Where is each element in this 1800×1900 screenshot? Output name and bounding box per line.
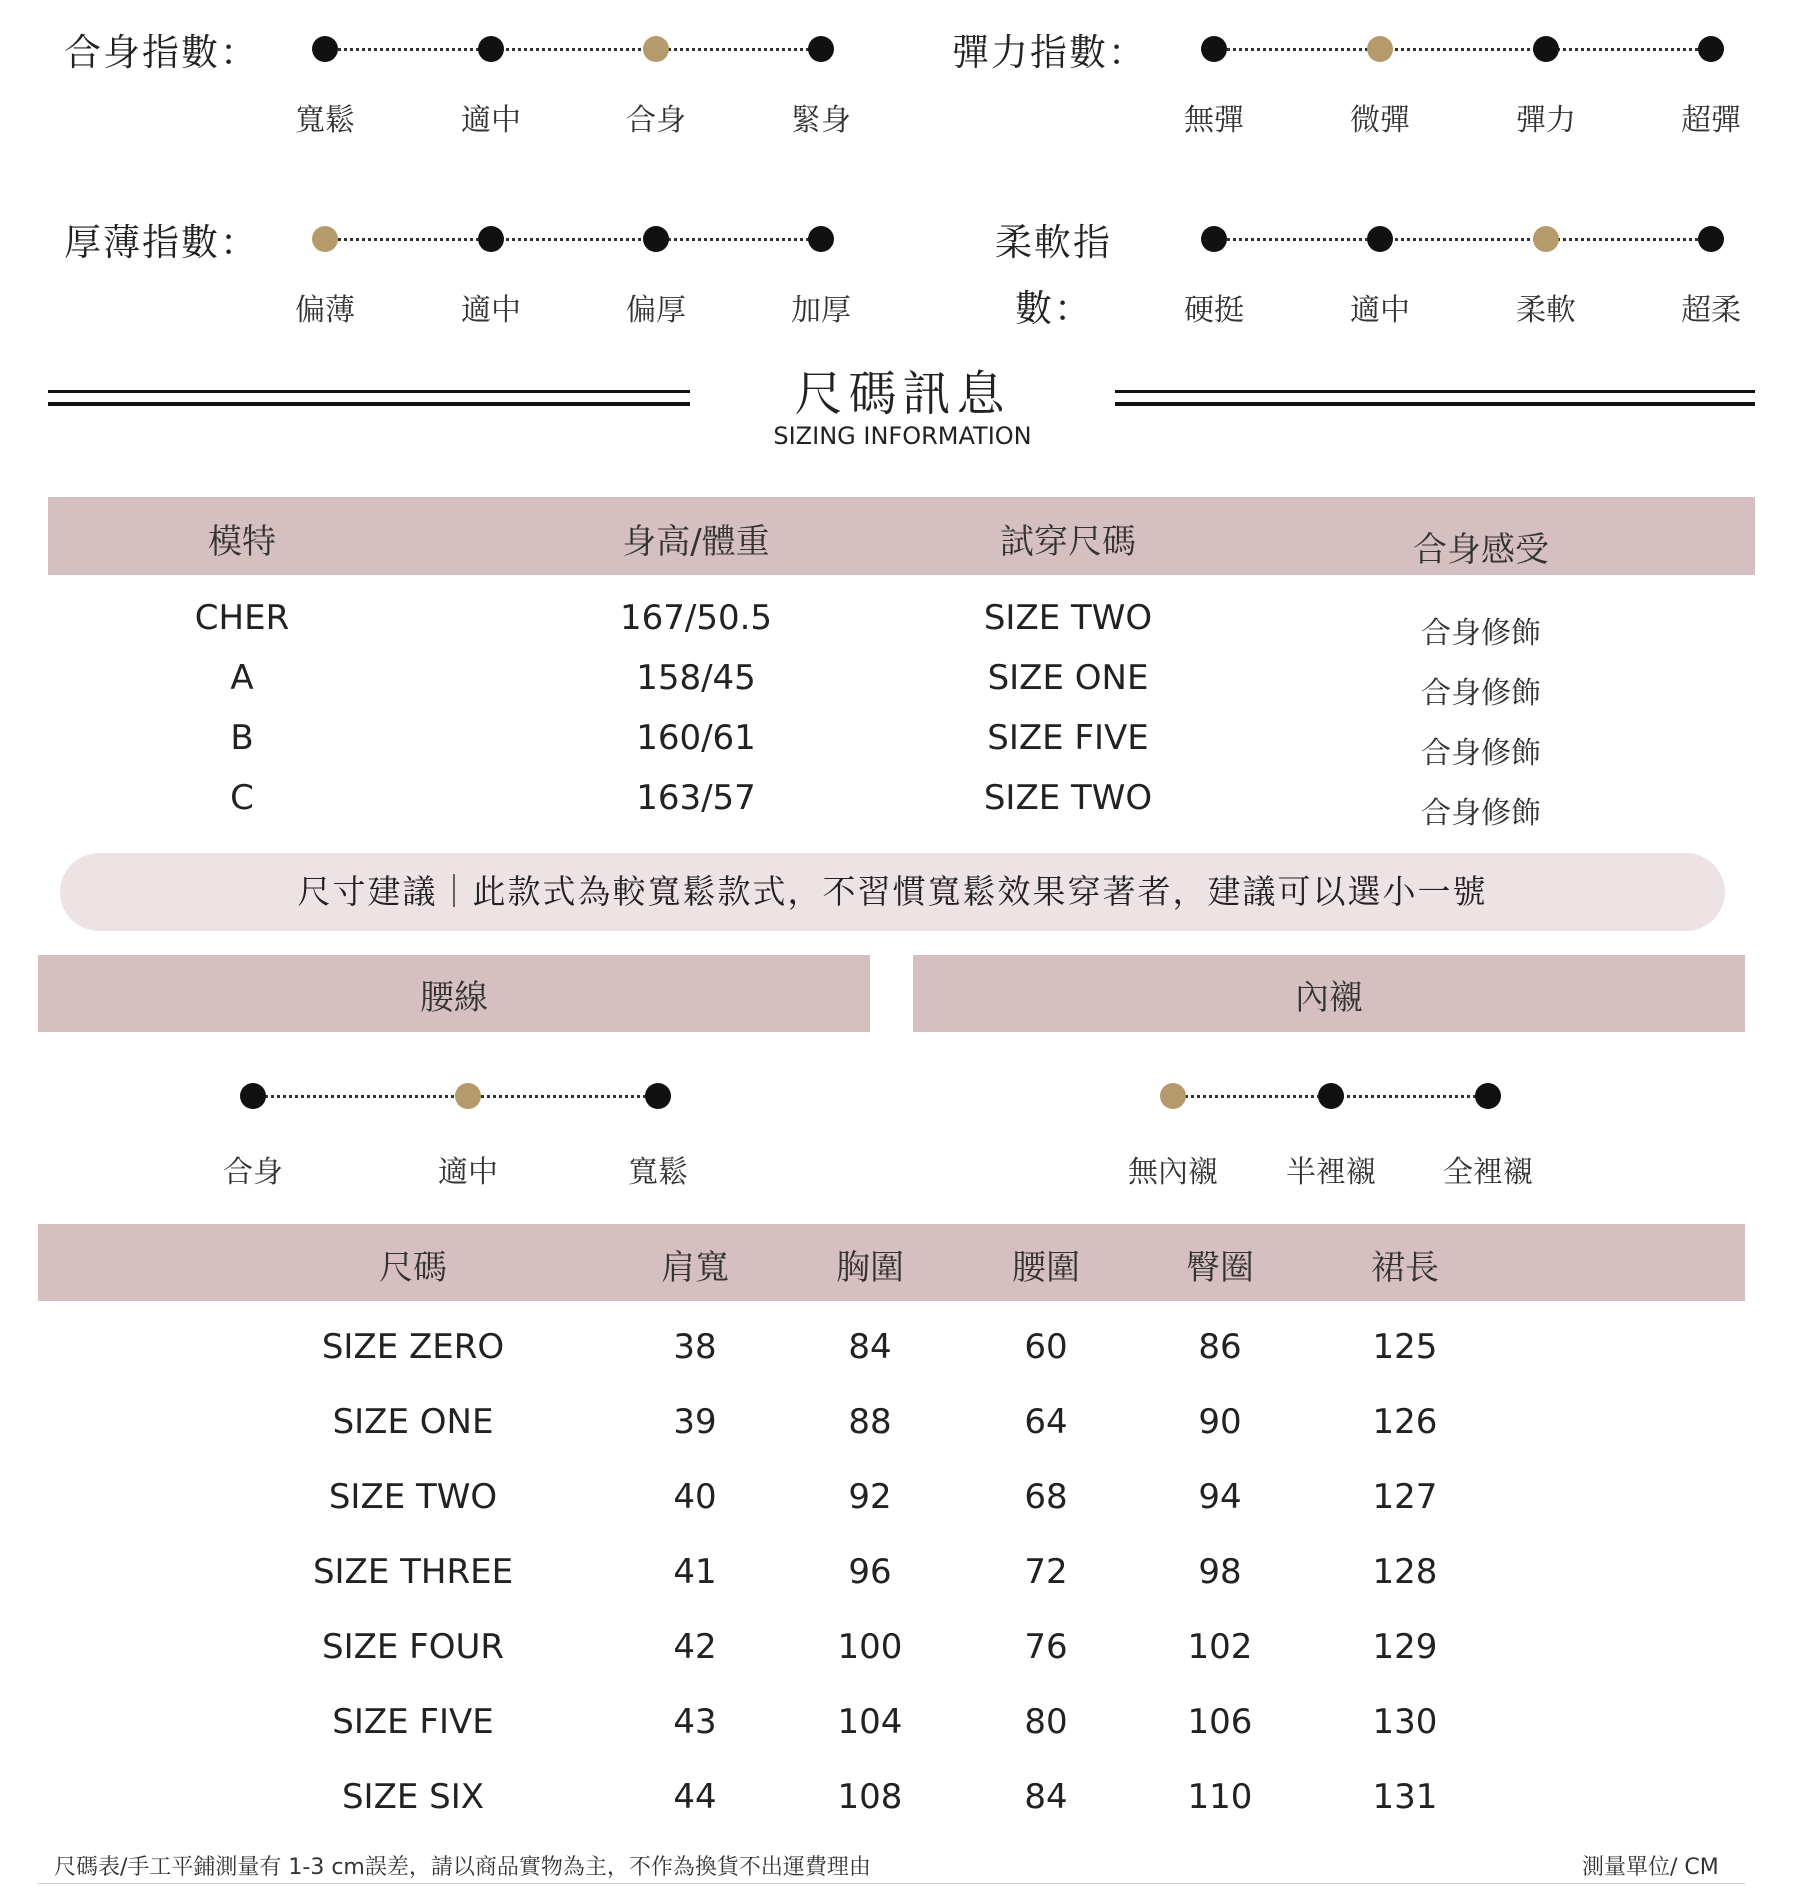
fit-scale-dot: [478, 36, 504, 62]
model-header-3: 合身感受: [1413, 530, 1549, 570]
size-cell-r0-c2: 84: [848, 1327, 892, 1367]
softness-scale-line: [1214, 238, 1711, 241]
size-cell-r4-c4: 102: [1187, 1627, 1253, 1667]
thickness-index-label: 厚薄指數：: [64, 221, 259, 264]
size-cell-r4-c0: SIZE FOUR: [321, 1627, 505, 1667]
size-cell-r2-c2: 92: [848, 1477, 892, 1517]
softness-option-3: 超柔: [1681, 293, 1741, 328]
thickness-option-1: 適中: [461, 293, 521, 328]
fit-scale-line: [325, 48, 821, 51]
size-cell-r0-c3: 60: [1024, 1327, 1068, 1367]
softness-option-2: 柔軟: [1516, 293, 1576, 328]
size-cell-r0-c0: SIZE ZERO: [321, 1327, 505, 1367]
title-rule-right-bottom: [1115, 402, 1755, 406]
size-header-5: 裙長: [1371, 1248, 1439, 1288]
elastic-scale-line: [1214, 48, 1711, 51]
fit-option-3: 緊身: [791, 103, 851, 138]
size-cell-r4-c2: 100: [837, 1627, 903, 1667]
lining-option-0: 無內襯: [1128, 1155, 1218, 1190]
size-cell-r4-c5: 129: [1372, 1627, 1438, 1667]
model-cell-r0-c2: SIZE TWO: [983, 598, 1153, 638]
elastic-option-3: 超彈: [1681, 103, 1741, 138]
fit-option-2: 合身: [626, 103, 686, 138]
fit-option-0: 寬鬆: [295, 103, 355, 138]
size-cell-r3-c3: 72: [1024, 1552, 1068, 1592]
lining-scale-dot: [1475, 1083, 1501, 1109]
model-cell-r3-c2: SIZE TWO: [983, 778, 1153, 818]
waist-scale-dot: [240, 1083, 266, 1109]
thickness-scale-dot: [478, 226, 504, 252]
model-header-0: 模特: [208, 522, 276, 562]
waist-scale-dot-selected: [455, 1083, 481, 1109]
elastic-scale-dot: [1201, 36, 1227, 62]
size-cell-r3-c4: 98: [1198, 1552, 1242, 1592]
thickness-scale-line: [325, 238, 821, 241]
waist-option-1: 適中: [438, 1155, 498, 1190]
size-cell-r6-c2: 108: [837, 1777, 903, 1817]
elastic-option-0: 無彈: [1184, 103, 1244, 138]
size-cell-r1-c1: 39: [673, 1402, 717, 1442]
softness-scale-dot: [1367, 226, 1393, 252]
model-cell-r1-c2: SIZE ONE: [987, 658, 1149, 698]
size-cell-r5-c4: 106: [1187, 1702, 1253, 1742]
softness-option-0: 硬挺: [1184, 293, 1244, 328]
softness-scale-dot: [1698, 226, 1724, 252]
model-cell-r0-c1: 167/50.5: [619, 598, 773, 638]
size-header-1: 肩寬: [661, 1248, 729, 1288]
size-cell-r1-c5: 126: [1372, 1402, 1438, 1442]
size-cell-r3-c2: 96: [848, 1552, 892, 1592]
softness-scale-dot-selected: [1533, 226, 1559, 252]
model-cell-r3-c1: 163/57: [636, 778, 756, 818]
waist-title: 腰線: [420, 978, 488, 1018]
size-cell-r3-c1: 41: [673, 1552, 717, 1592]
model-cell-r3-c3: 合身修飾: [1421, 796, 1541, 831]
section-title: 尺碼訊息: [794, 366, 1011, 422]
title-rule-right-top: [1115, 390, 1755, 393]
size-cell-r2-c4: 94: [1198, 1477, 1242, 1517]
elastic-index-label: 彈力指數：: [952, 31, 1147, 74]
size-header-4: 臀圈: [1186, 1248, 1254, 1288]
model-cell-r0-c0: CHER: [194, 598, 290, 638]
lining-option-1: 半裡襯: [1286, 1155, 1376, 1190]
model-cell-r1-c3: 合身修飾: [1421, 676, 1541, 711]
model-cell-r3-c0: C: [230, 778, 254, 818]
fit-index-label: 合身指數：: [64, 31, 259, 74]
measurement-unit: 測量單位/ CM: [1582, 1855, 1719, 1880]
fit-scale-dot-selected: [643, 36, 669, 62]
thickness-scale-dot: [808, 226, 834, 252]
measurement-note: 尺碼表/手工平鋪測量有 1-3 cm誤差，請以商品實物為主，不作為換貨不出運費理由: [54, 1855, 871, 1880]
softness-scale-dot: [1201, 226, 1227, 252]
model-header-1: 身高/體重: [622, 522, 770, 562]
model-header-2: 試穿尺碼: [1000, 522, 1136, 562]
thickness-scale-dot-selected: [312, 226, 338, 252]
size-cell-r4-c3: 76: [1024, 1627, 1068, 1667]
section-subtitle: SIZING INFORMATION: [773, 422, 1032, 450]
size-cell-r5-c0: SIZE FIVE: [332, 1702, 494, 1742]
model-cell-r2-c2: SIZE FIVE: [987, 718, 1149, 758]
thickness-option-0: 偏薄: [295, 293, 355, 328]
size-cell-r5-c2: 104: [837, 1702, 903, 1742]
size-cell-r6-c5: 131: [1372, 1777, 1438, 1817]
size-cell-r1-c3: 64: [1024, 1402, 1068, 1442]
size-cell-r4-c1: 42: [673, 1627, 717, 1667]
size-cell-r5-c3: 80: [1024, 1702, 1068, 1742]
softness-option-1: 適中: [1350, 293, 1410, 328]
thickness-scale-dot: [643, 226, 669, 252]
lining-option-2: 全裡襯: [1443, 1155, 1533, 1190]
elastic-scale-dot-selected: [1367, 36, 1393, 62]
size-cell-r3-c0: SIZE THREE: [312, 1552, 514, 1592]
size-cell-r1-c0: SIZE ONE: [332, 1402, 494, 1442]
footer-divider: [38, 1883, 1745, 1884]
size-cell-r6-c0: SIZE SIX: [341, 1777, 485, 1817]
elastic-option-1: 微彈: [1350, 103, 1410, 138]
waist-scale-dot: [645, 1083, 671, 1109]
size-cell-r6-c3: 84: [1024, 1777, 1068, 1817]
model-cell-r0-c3: 合身修飾: [1421, 616, 1541, 651]
size-cell-r2-c5: 127: [1372, 1477, 1438, 1517]
waist-option-2: 寬鬆: [628, 1155, 688, 1190]
elastic-scale-dot: [1533, 36, 1559, 62]
size-cell-r5-c5: 130: [1372, 1702, 1438, 1742]
thickness-option-3: 加厚: [791, 293, 851, 328]
size-header-3: 腰圍: [1012, 1248, 1080, 1288]
lining-title: 內襯: [1295, 978, 1363, 1018]
size-header-0: 尺碼: [379, 1248, 447, 1288]
softness-index-label-line2: 數：: [1015, 287, 1093, 330]
elastic-scale-dot: [1698, 36, 1724, 62]
softness-index-label-line1: 柔軟指: [995, 221, 1112, 264]
model-cell-r2-c3: 合身修飾: [1421, 736, 1541, 771]
model-cell-r2-c0: B: [230, 718, 254, 758]
fit-scale-dot: [808, 36, 834, 62]
size-cell-r1-c2: 88: [848, 1402, 892, 1442]
model-cell-r1-c0: A: [230, 658, 254, 698]
size-cell-r2-c1: 40: [673, 1477, 717, 1517]
size-cell-r5-c1: 43: [673, 1702, 717, 1742]
size-cell-r3-c5: 128: [1372, 1552, 1438, 1592]
size-cell-r0-c4: 86: [1198, 1327, 1242, 1367]
size-cell-r6-c4: 110: [1187, 1777, 1253, 1817]
size-cell-r2-c3: 68: [1024, 1477, 1068, 1517]
model-cell-r2-c1: 160/61: [636, 718, 756, 758]
size-header-2: 胸圍: [836, 1248, 904, 1288]
size-advice: 尺寸建議｜此款式為較寬鬆款式，不習慣寬鬆效果穿著者，建議可以選小一號: [60, 853, 1725, 931]
title-rule-left-top: [48, 390, 690, 393]
thickness-option-2: 偏厚: [626, 293, 686, 328]
model-cell-r1-c1: 158/45: [636, 658, 756, 698]
fit-scale-dot: [312, 36, 338, 62]
waist-option-0: 合身: [223, 1155, 283, 1190]
lining-scale-dot-selected: [1160, 1083, 1186, 1109]
size-cell-r6-c1: 44: [673, 1777, 717, 1817]
size-cell-r0-c1: 38: [673, 1327, 717, 1367]
title-rule-left-bottom: [48, 402, 690, 406]
elastic-option-2: 彈力: [1516, 103, 1576, 138]
fit-option-1: 適中: [461, 103, 521, 138]
size-cell-r1-c4: 90: [1198, 1402, 1242, 1442]
lining-scale-dot: [1318, 1083, 1344, 1109]
size-cell-r2-c0: SIZE TWO: [328, 1477, 498, 1517]
size-cell-r0-c5: 125: [1372, 1327, 1438, 1367]
